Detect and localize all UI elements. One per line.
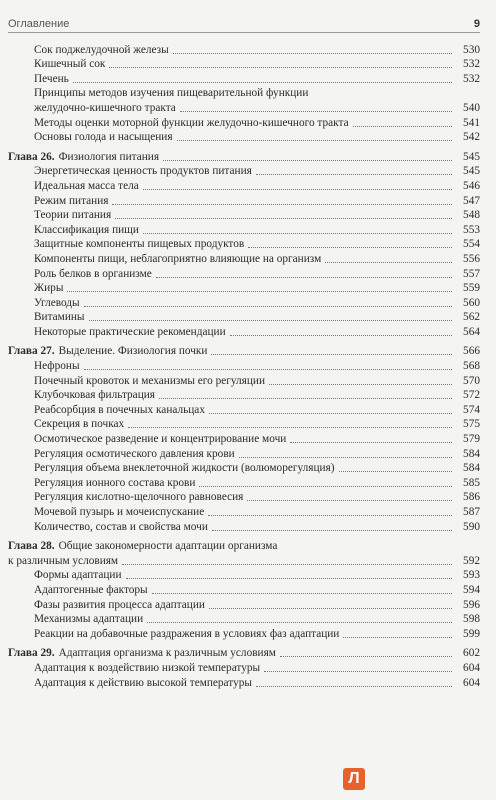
entry-page: 560 [463, 296, 480, 309]
dot-leader [208, 514, 452, 516]
entry-page: 604 [463, 676, 480, 689]
entry-page: 562 [463, 311, 480, 324]
entry-title: Классификация пищи [34, 223, 139, 236]
dot-leader [163, 159, 452, 161]
dot-leader [156, 276, 452, 278]
toc-entry [8, 310, 480, 325]
entry-page: 568 [463, 360, 480, 373]
entry-title: Фазы развития процесса адаптации [34, 598, 205, 611]
toc-entry [8, 519, 480, 534]
dot-leader [256, 173, 452, 175]
dot-leader [280, 655, 452, 657]
entry-page: 557 [463, 267, 480, 280]
entry-page: 575 [463, 418, 480, 431]
toc-entry [8, 417, 480, 432]
toc-entry [8, 324, 480, 339]
entry-page: 579 [463, 433, 480, 446]
entry-page: 556 [463, 252, 480, 265]
entry-continuation [8, 553, 480, 568]
dot-leader [248, 246, 452, 248]
dot-leader [84, 305, 452, 307]
entry-page: 592 [463, 554, 480, 567]
chapter-heading [8, 149, 480, 164]
toc-entry [8, 57, 480, 72]
dot-leader [126, 577, 452, 579]
toc-entry [8, 675, 480, 690]
entry-title: Регуляция осмотического давления крови [34, 447, 235, 460]
toc-entry [8, 358, 480, 373]
dot-leader [269, 383, 452, 385]
toc-entry [8, 164, 480, 179]
entry-title: Мочевой пузырь и мочеиспускание [34, 506, 205, 518]
entry-page: 554 [463, 238, 480, 251]
dot-leader [128, 426, 452, 428]
entry-title: Регуляция кислотно-щелочного равновесия [34, 491, 244, 504]
entry-title: Сок поджелудочной железы [34, 43, 169, 56]
toc-entry [8, 388, 480, 403]
dot-leader [143, 232, 452, 234]
entry-title: Механизмы адаптации [34, 613, 144, 626]
dot-leader [115, 217, 452, 219]
entry-title: Количество, состав и свойства мочи [34, 520, 208, 533]
entry-title: Физиология питания [58, 150, 160, 163]
entry-page: 596 [463, 598, 480, 611]
publisher-logo: Л [343, 768, 365, 790]
entry-page: 532 [463, 58, 480, 71]
entry-title: Адаптация к воздействию низкой температуры [34, 661, 261, 674]
toc-entry [8, 373, 480, 388]
dot-leader [247, 499, 452, 501]
entry-page: 586 [463, 491, 480, 504]
entry-title: Некоторые практические рекомендации [34, 325, 226, 338]
dot-leader [89, 319, 453, 321]
toc-entry [8, 295, 480, 310]
entry-page: 564 [463, 325, 480, 338]
entry-page: 587 [463, 506, 480, 518]
entry-page: 570 [463, 374, 480, 387]
entry-page: 545 [463, 150, 480, 163]
chapter-heading [8, 344, 480, 359]
entry-title: Нефроны [34, 360, 80, 373]
entry-page: 546 [463, 179, 480, 192]
dot-leader [67, 290, 452, 292]
dot-leader [209, 412, 452, 414]
entry-page: 585 [463, 476, 480, 489]
chapter-label: Глава 29. [8, 647, 55, 660]
dot-leader [122, 563, 452, 565]
dot-leader [256, 685, 452, 687]
toc-entry [8, 568, 480, 583]
dot-leader [147, 621, 452, 623]
entry-title: Секреция в почках [34, 418, 125, 431]
toc-entry [8, 582, 480, 597]
dot-leader [325, 261, 452, 263]
entry-page: 599 [463, 627, 480, 640]
entry-page: 593 [463, 569, 480, 582]
toc-entry [8, 504, 480, 519]
toc-entry [8, 660, 480, 675]
entry-title: Режим питания [34, 194, 109, 207]
toc-entry [8, 475, 480, 490]
running-title: Оглавление [8, 18, 70, 30]
entry-page: 602 [463, 647, 480, 660]
toc-entry [8, 208, 480, 223]
dot-leader [290, 441, 452, 443]
chapter-label: Глава 28. [8, 539, 55, 552]
toc-entry [8, 86, 480, 101]
dot-leader [177, 139, 452, 141]
dot-leader [173, 52, 452, 54]
entry-title: Адаптогенные факторы [34, 583, 148, 596]
entry-title: Роль белков в организме [34, 267, 152, 280]
entry-title: Витамины [34, 311, 85, 324]
dot-leader [212, 529, 452, 531]
entry-title: Формы адаптации [34, 569, 122, 582]
toc-entry [8, 597, 480, 612]
dot-leader [152, 592, 452, 594]
entry-page: 545 [463, 165, 480, 178]
toc-entry [8, 130, 480, 145]
entry-title: Основы голода и насыщения [34, 131, 173, 144]
toc-entry [8, 42, 480, 57]
dot-leader [343, 636, 452, 638]
chapter-heading [8, 539, 480, 554]
dot-leader [264, 670, 452, 672]
entry-title: Углеводы [34, 296, 80, 309]
dot-leader [112, 203, 452, 205]
toc-entry [8, 461, 480, 476]
dot-leader [211, 353, 452, 355]
entry-page: 553 [463, 223, 480, 236]
entry-title: Идеальная масса тела [34, 179, 139, 192]
entry-title: Общие закономерности адаптации организма [58, 539, 278, 552]
toc-entry [8, 237, 480, 252]
toc-entry [8, 266, 480, 281]
dot-leader [73, 81, 452, 83]
entry-title: Кишечный сок [34, 58, 106, 71]
entry-page: 532 [463, 72, 480, 85]
page-header [8, 10, 480, 33]
dot-leader [209, 607, 452, 609]
entry-title: Регуляция ионного состава крови [34, 476, 196, 489]
entry-title: Выделение. Физиология почки [58, 345, 208, 358]
toc-entry [8, 178, 480, 193]
entry-continuation [8, 100, 480, 115]
toc-entry [8, 251, 480, 266]
toc-entry [8, 71, 480, 86]
toc-entry [8, 626, 480, 641]
dot-leader [353, 125, 452, 127]
dot-leader [199, 485, 452, 487]
entry-page: 574 [463, 403, 480, 416]
dot-leader [84, 368, 452, 370]
dot-leader [109, 66, 452, 68]
entry-title: Энергетическая ценность продуктов питания [34, 165, 252, 178]
entry-title-continuation: желудочно-кишечного тракта [34, 101, 176, 114]
entry-title: Защитные компоненты пищевых продуктов [34, 238, 245, 251]
entry-page: 598 [463, 613, 480, 626]
entry-page: 542 [463, 131, 480, 144]
entry-page: 559 [463, 282, 480, 295]
entry-page: 572 [463, 389, 480, 402]
dot-leader [143, 188, 452, 190]
toc-entry [8, 446, 480, 461]
toc-entry [8, 612, 480, 627]
chapter-label: Глава 27. [8, 345, 55, 358]
entry-title-continuation: к различным условиям [8, 554, 119, 567]
toc-entry [8, 115, 480, 130]
entry-title: Почечный кровоток и механизмы его регуляции [34, 374, 266, 387]
entry-page: 548 [463, 209, 480, 222]
entry-title: Реабсорбция в почечных канальцах [34, 403, 205, 416]
entry-title: Адаптация к действию высокой температуры [34, 676, 252, 689]
dot-leader [239, 456, 452, 458]
table-of-contents [8, 42, 480, 690]
entry-title: Теории питания [34, 209, 112, 222]
dot-leader [339, 470, 452, 472]
entry-page: 547 [463, 194, 480, 207]
entry-title: Методы оценки моторной функции желудочно-кишечного тракта [34, 116, 349, 129]
entry-title: Жиры [34, 282, 64, 295]
entry-title: Адаптация организма к различным условиям [58, 647, 276, 660]
entry-page: 584 [463, 447, 480, 460]
entry-title: Осмотическое разведение и концентрирование мочи [34, 433, 287, 446]
chapter-heading [8, 646, 480, 661]
entry-page: 530 [463, 43, 480, 56]
toc-entry [8, 222, 480, 237]
entry-page: 540 [463, 101, 480, 114]
entry-title: Компоненты пищи, неблагоприятно влияющие на организм [34, 252, 322, 265]
dot-leader [180, 110, 452, 112]
page-number: 9 [473, 18, 480, 30]
toc-entry [8, 402, 480, 417]
toc-entry [8, 281, 480, 296]
entry-title: Печень [34, 72, 69, 85]
entry-page: 584 [463, 462, 480, 475]
entry-title: Принципы методов изучения пищеварительной функции [34, 86, 309, 99]
entry-page: 590 [463, 520, 480, 533]
entry-page: 541 [463, 116, 480, 129]
entry-page: 566 [463, 345, 480, 358]
dot-leader [159, 397, 452, 399]
toc-entry [8, 431, 480, 446]
entry-page: 604 [463, 661, 480, 674]
entry-title: Клубочковая фильтрация [34, 389, 155, 402]
entry-page: 594 [463, 583, 480, 596]
entry-title: Регуляция объема внеклеточной жидкости (волюморегуляция) [34, 462, 335, 475]
toc-entry [8, 193, 480, 208]
toc-entry [8, 490, 480, 505]
chapter-label: Глава 26. [8, 150, 55, 163]
entry-title: Реакции на добавочные раздражения в условиях фаз адаптации [34, 627, 340, 640]
dot-leader [230, 334, 452, 336]
